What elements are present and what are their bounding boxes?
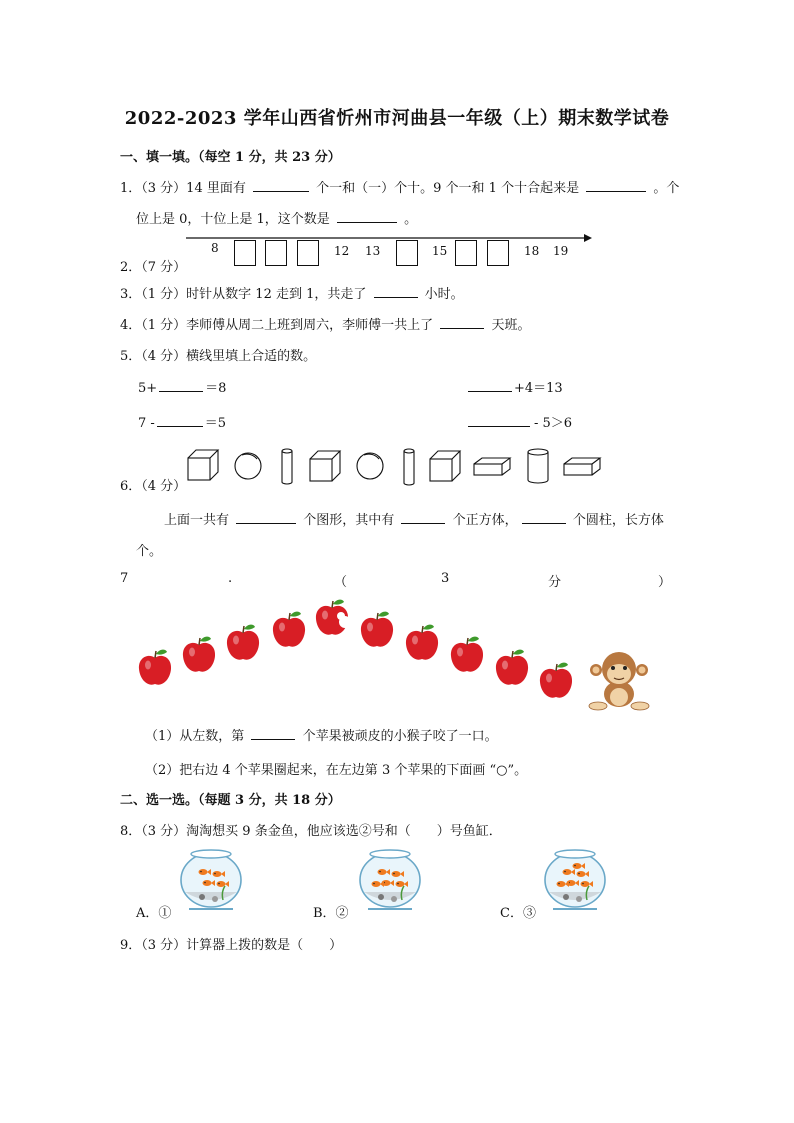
number-line-label: 19 — [553, 244, 569, 258]
q4-text-a: 4．（1 分）李师傅从周二上班到周六，李师傅一共上了 — [120, 318, 434, 333]
eq4-right: - 5＞6 — [534, 416, 573, 431]
fishbowl-2 — [360, 850, 420, 909]
q1-text-a: 1．（3 分）14 里面有 — [120, 181, 246, 196]
q3-text-a: 3．（1 分）时针从数字 12 走到 1，共走了 — [120, 287, 367, 302]
number-line-label: 12 — [334, 244, 350, 258]
q7-paren-open: （ — [334, 575, 348, 590]
question-9-label: 9．（3 分）计算器上拨的数是（ ） — [120, 938, 343, 953]
eq2-right: +4＝13 — [514, 381, 563, 396]
q7-s1-text-b: 个苹果被顽皮的小猴子咬了一口。 — [302, 729, 498, 744]
q4-text-b: 天班。 — [491, 318, 531, 333]
q6-text-b: 个图形，其中有 — [303, 513, 395, 528]
question-5-label: 5．（4 分）横线里填上合适的数。 — [120, 349, 317, 364]
q6-text-c: 个正方体， — [452, 513, 518, 528]
q1-text-b: 个一和（一）个十。9 个一和 1 个十合起来是 — [316, 181, 580, 196]
number-line-label: 18 — [524, 244, 540, 258]
option-b[interactable]: B．② — [313, 906, 349, 921]
section-heading-fill: 一、填一填。（每空 1 分，共 23 分） — [120, 150, 341, 165]
q7-s1-text-a: （1）从左数，第 — [145, 729, 245, 744]
q7-points: 3 — [441, 571, 450, 586]
question-8-label: 8．（3 分）淘淘想买 9 条金鱼，他应该选②号和（ ）号鱼缸． — [120, 824, 502, 839]
q7-number: 7 — [120, 571, 129, 586]
q6-text-d: 个圆柱，长方体 — [572, 513, 664, 528]
fishbowl-3 — [545, 850, 605, 909]
q7-unit: 分 — [548, 575, 562, 590]
question-2-label: 2．（7 分） — [120, 260, 187, 275]
option-c[interactable]: C．③ — [500, 906, 536, 921]
q7-sub-2: （2）把右边 4 个苹果圈起来，在左边第 3 个苹果的下面画 “○”。 — [145, 763, 528, 778]
fishbowl-1 — [181, 850, 241, 909]
number-line-label: 8 — [211, 241, 219, 255]
question-6-text-2: 个。 — [136, 544, 163, 559]
q7-dot: . — [228, 571, 233, 586]
number-line-label: 13 — [365, 244, 381, 258]
q3-text-b: 小时。 — [424, 287, 464, 302]
page-title: 2022-2023 学年山西省忻州市河曲县一年级（上）期末数学试卷 — [124, 108, 670, 129]
section-heading-choice: 二、选一选。（每题 3 分，共 18 分） — [120, 793, 341, 808]
eq3-left: 7 - — [138, 416, 155, 431]
q1-text-e: 。 — [404, 212, 418, 227]
q1-text-c: 。个 — [653, 181, 680, 196]
number-line-label: 15 — [432, 244, 448, 258]
eq1-left: 5+ — [138, 381, 158, 396]
option-a[interactable]: A．① — [136, 906, 172, 921]
q7-paren-close: ） — [658, 575, 672, 590]
question-6-label: 6．（4 分） — [120, 479, 187, 494]
eq3-right: ＝5 — [204, 416, 227, 431]
eq1-right: ＝8 — [205, 381, 227, 396]
q1-text-d: 位上是 0，十位上是 1，这个数是 — [136, 212, 330, 227]
q6-text-a: 上面一共有 — [164, 513, 230, 528]
